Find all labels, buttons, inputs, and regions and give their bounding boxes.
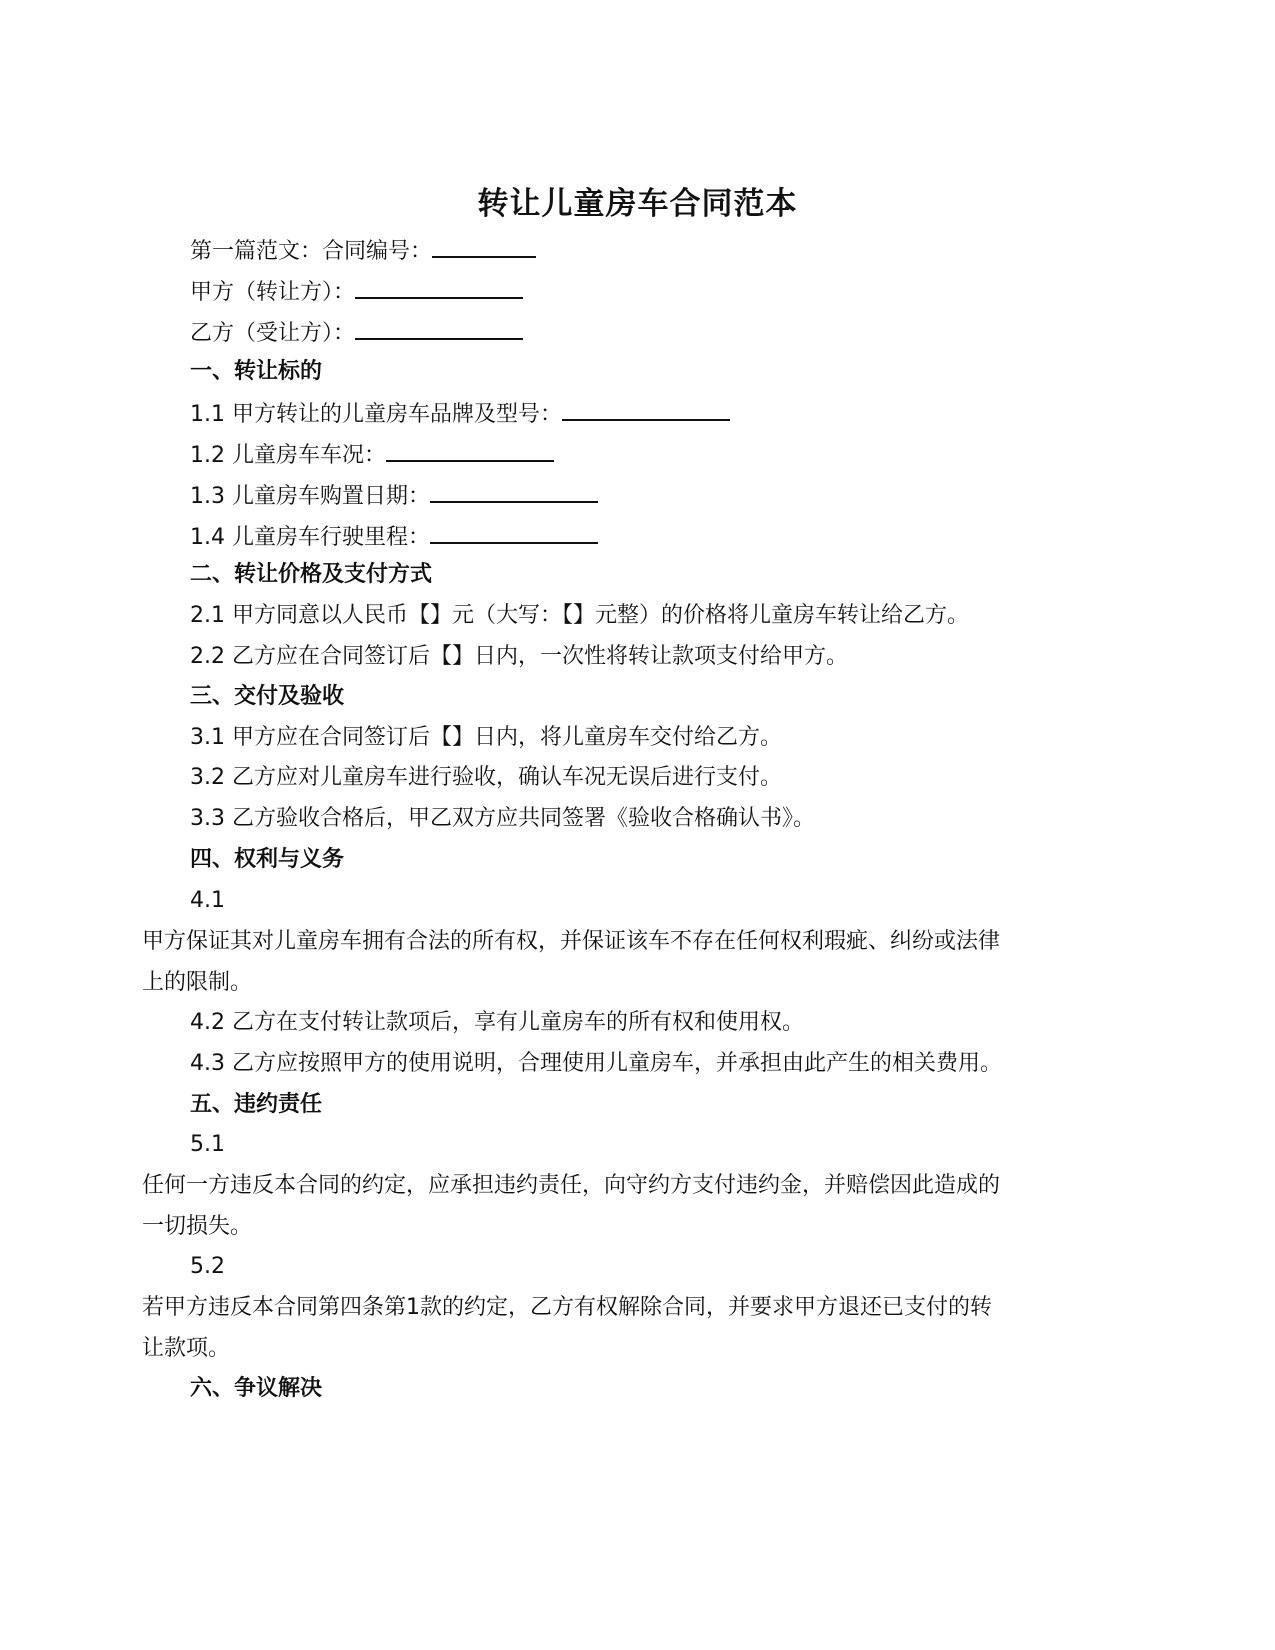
section-6-heading: 六、争议解决 xyxy=(190,1376,323,1401)
clause-5-2-number: 5.2 xyxy=(190,1254,225,1279)
contract-number-line xyxy=(190,234,536,267)
clause-1-3 xyxy=(190,479,598,512)
clause-3-1: 3.1 甲方应在合同签订后【】日内，将儿童房车交付给乙方。 xyxy=(190,725,782,750)
contract-number-label: 第一篇范文：合同编号： xyxy=(190,239,433,264)
clause-1-3-blank[interactable] xyxy=(430,479,598,503)
document-title: 转让儿童房车合同范本 xyxy=(477,186,798,222)
clause-1-1-text: 1.1 甲方转让的儿童房车品牌及型号： xyxy=(190,402,562,427)
clause-2-1: 2.1 甲方同意以人民币【】元（大写：【】元整）的价格将儿童房车转让给乙方。 xyxy=(190,603,969,628)
party-b-line xyxy=(190,316,523,349)
party-b-blank[interactable] xyxy=(355,316,523,340)
clause-4-1-line2: 上的限制。 xyxy=(142,970,253,995)
party-b-label: 乙方（受让方）： xyxy=(190,321,356,346)
clause-1-3-text: 1.3 儿童房车购置日期： xyxy=(190,484,430,509)
section-2-heading: 二、转让价格及支付方式 xyxy=(190,562,433,587)
section-5-heading: 五、违约责任 xyxy=(190,1092,323,1117)
clause-3-3: 3.3 乙方验收合格后，甲乙双方应共同签署《验收合格确认书》。 xyxy=(190,806,815,831)
clause-1-1 xyxy=(190,397,730,430)
clause-1-4-text: 1.4 儿童房车行驶里程： xyxy=(190,525,430,550)
clause-2-2: 2.2 乙方应在合同签订后【】日内，一次性将转让款项支付给甲方。 xyxy=(190,644,848,669)
section-1-heading: 一、转让标的 xyxy=(190,359,323,384)
clause-1-2-blank[interactable] xyxy=(386,438,554,462)
clause-4-2: 4.2 乙方在支付转让款项后，享有儿童房车的所有权和使用权。 xyxy=(190,1010,804,1035)
clause-1-1-blank[interactable] xyxy=(562,397,730,421)
clause-4-1-line1: 甲方保证其对儿童房车拥有合法的所有权，并保证该车不存在任何权利瑕疵、纠纷或法律 xyxy=(142,929,1001,954)
party-a-label: 甲方（转让方）： xyxy=(190,280,356,305)
section-3-heading: 三、交付及验收 xyxy=(190,684,345,709)
clause-1-2-text: 1.2 儿童房车车况： xyxy=(190,443,386,468)
party-a-line xyxy=(190,275,523,308)
clause-4-3: 4.3 乙方应按照甲方的使用说明，合理使用儿童房车，并承担由此产生的相关费用。 xyxy=(190,1051,1002,1076)
clause-5-1-line2: 一切损失。 xyxy=(142,1214,253,1239)
clause-5-1-line1: 任何一方违反本合同的约定，应承担违约责任，向守约方支付违约金，并赔偿因此造成的 xyxy=(142,1173,1001,1198)
clause-1-4 xyxy=(190,520,598,553)
clause-4-1-number: 4.1 xyxy=(190,888,225,913)
clause-5-2-line2: 让款项。 xyxy=(142,1336,231,1361)
clause-1-2 xyxy=(190,438,554,471)
clause-1-4-blank[interactable] xyxy=(430,520,598,544)
clause-5-1-number: 5.1 xyxy=(190,1132,225,1157)
party-a-blank[interactable] xyxy=(355,275,523,299)
clause-5-2-line1: 若甲方违反本合同第四条第1款的约定，乙方有权解除合同，并要求甲方退还已支付的转 xyxy=(142,1295,992,1320)
clause-3-2: 3.2 乙方应对儿童房车进行验收，确认车况无误后进行支付。 xyxy=(190,765,782,790)
contract-number-blank[interactable] xyxy=(432,234,536,258)
section-4-heading: 四、权利与义务 xyxy=(190,847,345,872)
